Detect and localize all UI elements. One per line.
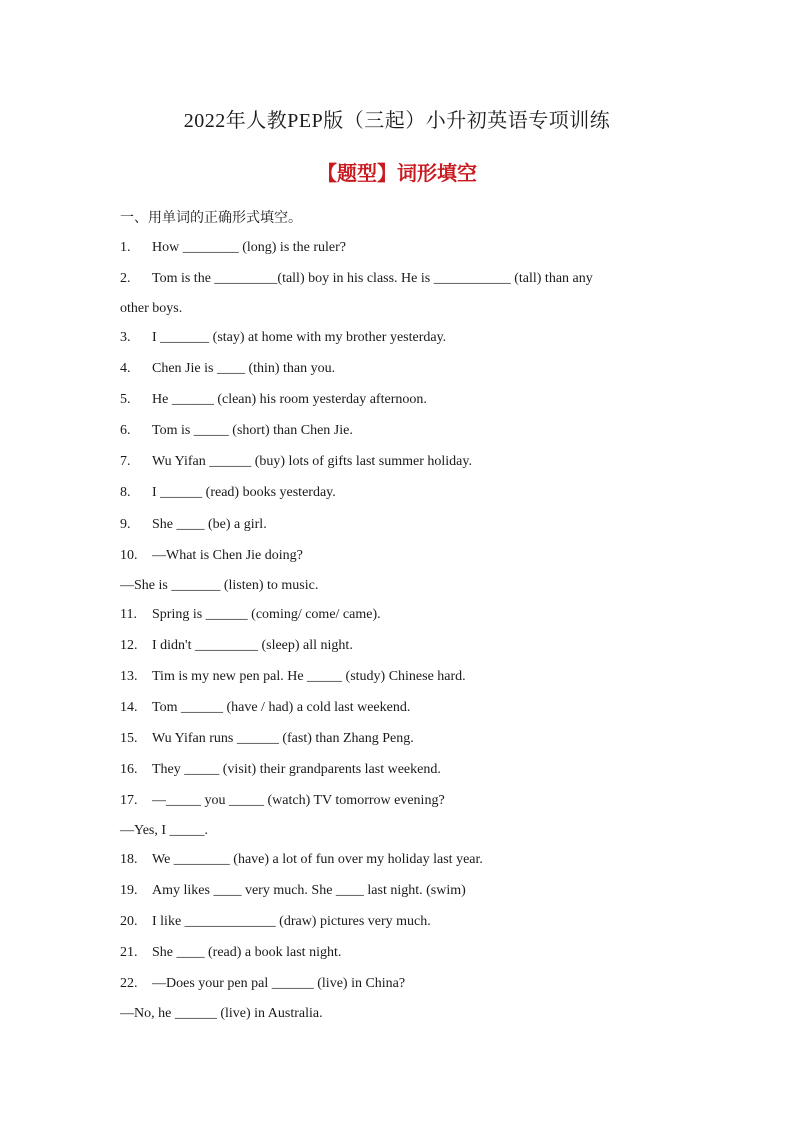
item-number: 13. — [120, 669, 138, 684]
exercise-item — [120, 731, 414, 747]
exercise-item — [120, 762, 441, 778]
exercise-item — [120, 793, 445, 809]
item-number: 1. — [120, 240, 131, 255]
item-number: 12. — [120, 638, 138, 653]
item-number: 14. — [120, 700, 138, 715]
exercise-item-continuation — [120, 823, 208, 839]
exercise-item — [120, 669, 466, 685]
item-number: 11. — [120, 607, 137, 622]
item-text: Tom ______ (have / had) a cold last weekend. — [152, 700, 411, 715]
item-number: 16. — [120, 762, 138, 777]
item-number: 10. — [120, 548, 138, 563]
item-text: Wu Yifan ______ (buy) lots of gifts last summer holiday. — [152, 454, 472, 469]
item-text: —Does your pen pal ______ (live) in China? — [152, 976, 406, 991]
exercise-item — [120, 454, 472, 470]
item-text: —Yes, I _____. — [120, 823, 209, 838]
exercise-item — [120, 638, 353, 654]
item-number: 17. — [120, 793, 138, 808]
item-number: 9. — [120, 517, 131, 532]
exercise-item-continuation — [120, 578, 318, 594]
item-text: Tim is my new pen pal. He _____ (study) Chinese hard. — [152, 669, 466, 684]
item-text: She ____ (be) a girl. — [152, 517, 267, 532]
item-text: I like _____________ (draw) pictures very much. — [152, 914, 431, 929]
exercise-item — [120, 330, 446, 346]
item-number: 22. — [120, 976, 138, 991]
section-heading: 一、用单词的正确形式填空。 — [120, 211, 302, 226]
item-text: She ____ (read) a book last night. — [152, 945, 342, 960]
exercise-item — [120, 607, 381, 623]
exercise-item — [120, 361, 335, 377]
exercise-item — [120, 883, 466, 899]
question-type-heading: 【题型】词形填空 — [317, 161, 477, 185]
item-number: 6. — [120, 423, 131, 438]
item-text: other boys. — [120, 301, 183, 316]
item-text: Spring is ______ (coming/ come/ came). — [152, 607, 381, 622]
exercise-item — [120, 700, 410, 716]
item-number: 20. — [120, 914, 138, 929]
exercise-item — [120, 548, 303, 564]
exercise-item — [120, 852, 483, 868]
exercise-item — [120, 271, 593, 287]
item-number: 7. — [120, 454, 131, 469]
item-number: 3. — [120, 330, 131, 345]
exercise-item — [120, 976, 405, 992]
item-text: —_____ you _____ (watch) TV tomorrow evening? — [152, 793, 445, 808]
exercise-item — [120, 517, 267, 533]
item-text: How ________ (long) is the ruler? — [152, 240, 347, 255]
item-text: —What is Chen Jie doing? — [152, 548, 303, 563]
item-text: —No, he ______ (live) in Australia. — [120, 1006, 323, 1021]
item-text: I ______ (read) books yesterday. — [152, 485, 336, 500]
exercise-item — [120, 485, 336, 501]
item-number: 5. — [120, 392, 131, 407]
item-text: They _____ (visit) their grandparents last weekend. — [152, 762, 441, 777]
item-number: 4. — [120, 361, 131, 376]
item-text: Chen Jie is ____ (thin) than you. — [152, 361, 336, 376]
item-number: 21. — [120, 945, 138, 960]
item-text: Tom is _____ (short) than Chen Jie. — [152, 423, 353, 438]
item-text: Wu Yifan runs ______ (fast) than Zhang Peng. — [152, 731, 414, 746]
exercise-item — [120, 240, 346, 256]
item-text: Amy likes ____ very much. She ____ last night. (swim) — [152, 883, 466, 898]
item-text: Tom is the _________(tall) boy in his class. He is ___________ (tall) than any — [152, 271, 593, 286]
exercise-item-continuation — [120, 1006, 323, 1022]
item-number: 8. — [120, 485, 131, 500]
exercise-item — [120, 392, 427, 408]
exercise-item — [120, 423, 353, 439]
item-number: 2. — [120, 271, 131, 286]
item-text: I _______ (stay) at home with my brother yesterday. — [152, 330, 447, 345]
exercise-item — [120, 945, 341, 961]
item-text: We ________ (have) a lot of fun over my holiday last year. — [152, 852, 483, 867]
item-text: I didn't _________ (sleep) all night. — [152, 638, 353, 653]
item-number: 15. — [120, 731, 138, 746]
page-title: 2022年人教PEP版（三起）小升初英语专项训练 — [183, 110, 611, 132]
item-text: —She is _______ (listen) to music. — [120, 578, 319, 593]
item-text: He ______ (clean) his room yesterday afternoon. — [152, 392, 427, 407]
item-number: 19. — [120, 883, 138, 898]
item-number: 18. — [120, 852, 138, 867]
exercise-item — [120, 914, 431, 930]
exercise-item-continuation — [120, 301, 182, 317]
